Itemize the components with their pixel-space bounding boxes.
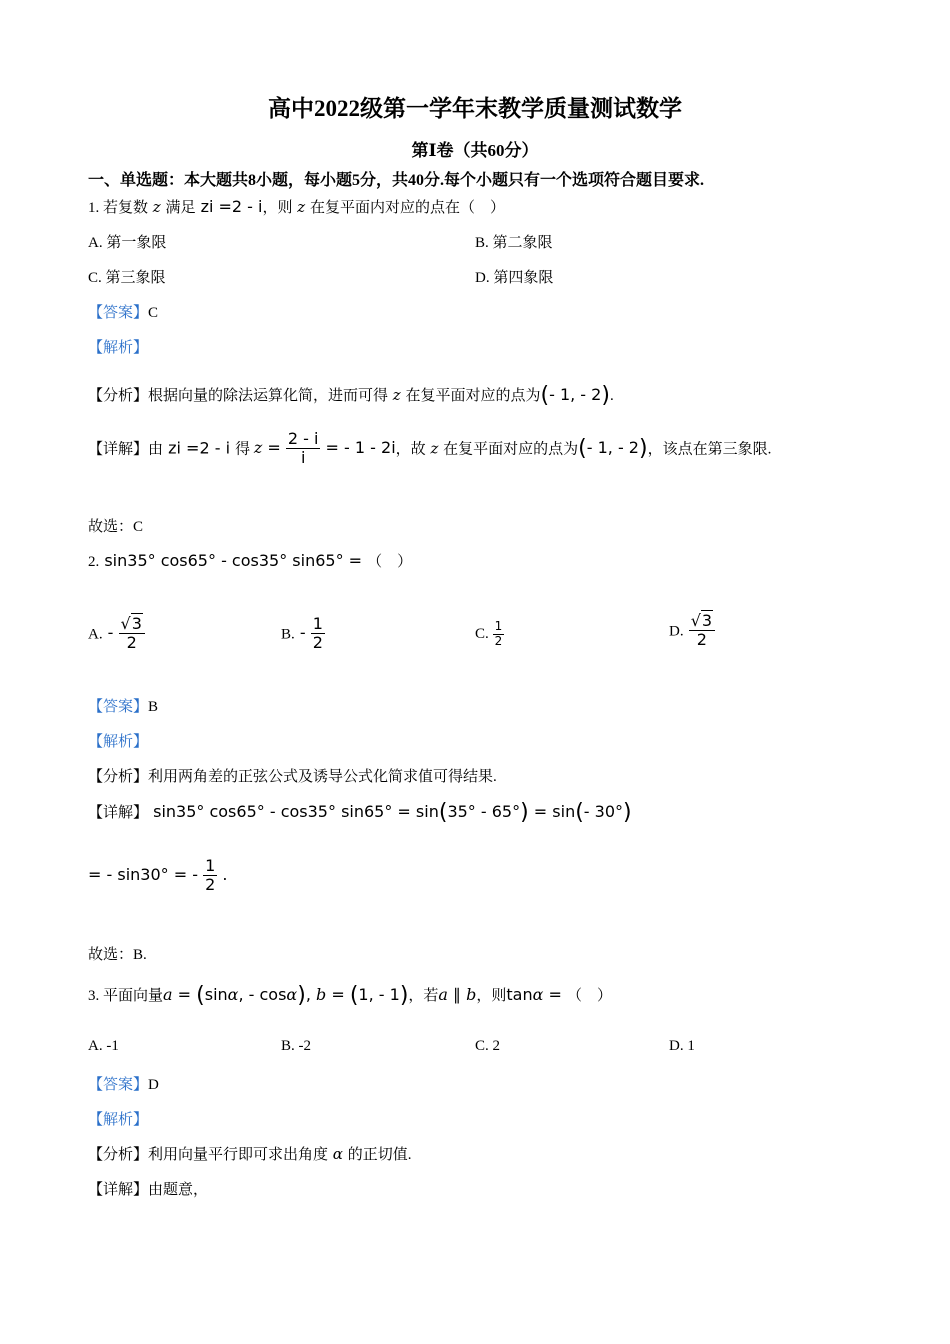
q3-stem: 3. 平面向量a = (sinα, - cosα), b = (1, - 1)，若a ∥ b，则tanα = （ ）	[88, 983, 613, 1008]
q2-choose: 故选：B.	[88, 947, 147, 963]
q3-option-d: D. 1	[669, 1038, 695, 1054]
q3-detail: 【详解】由题意，	[88, 1182, 209, 1198]
q3-option-c: C. 2	[475, 1038, 501, 1054]
q1-analysis-label: 【解析】	[88, 340, 149, 356]
q2-option-a: A. - $\frac{√3}{2}$	[88, 615, 145, 653]
q1-option-b: B. 第二象限	[475, 235, 553, 251]
q1-stem: 1. 若复数 z 满足 zi =2 - i，则 z 在复平面内对应的点在（ ）	[88, 197, 505, 216]
q2-answer: 【答案】B	[88, 699, 159, 715]
volume-heading: 第Ⅰ卷（共60分）	[411, 141, 539, 160]
q1-option-a: A. 第一象限	[88, 235, 167, 251]
q1-choose: 故选：C	[88, 519, 144, 535]
q3-option-a: A. -1	[88, 1038, 119, 1054]
q1-fenxi: 【分析】根据向量的除法运算化简，进而可得 z 在复平面对应的点为(- 1, - 2).	[88, 383, 614, 408]
q2-stem: 2. sin35° cos65° - cos35° sin65° = （ ）	[88, 551, 413, 570]
q2-detail-line2: = - sin30° = - $\frac{1}{2}$ .	[88, 856, 228, 895]
q3-fenxi: 【分析】利用向量平行即可求出角度 α 的正切值.	[88, 1145, 412, 1163]
q3-analysis-label: 【解析】	[88, 1112, 149, 1128]
page-title: 高中2022级第一学年末教学质量测试数学	[268, 96, 682, 121]
q3-option-b: B. -2	[281, 1038, 311, 1054]
q3-answer: 【答案】D	[88, 1077, 159, 1093]
q1-option-c: C. 第三象限	[88, 270, 166, 286]
q2-option-d: D. $\frac{√3}{2}$	[669, 612, 715, 650]
q2-option-c: C. $\frac{1}{2}$	[475, 619, 503, 648]
q2-option-b: B. - $\frac{1}{2}$	[281, 614, 323, 653]
q2-analysis-label: 【解析】	[88, 734, 149, 750]
q1-detail: 【详解】由 zi =2 - i 得 z = $\frac{2 - i}{i}$ = - 1 - 2i，故 z 在复平面对应的点为(- 1, - 2)，该点在第三象限.	[88, 429, 772, 468]
q1-option-d: D. 第四象限	[475, 270, 554, 286]
q1-answer: 【答案】C	[88, 305, 159, 321]
q2-fenxi: 【分析】利用两角差的正弦公式及诱导公式化简求值可得结果.	[88, 769, 497, 785]
section-heading: 一、单选题：本大题共8小题，每小题5分，共40分.每个小题只有一个选项符合题目要求.	[88, 172, 705, 189]
q2-detail-line1: 【详解】 sin35° cos65° - cos35° sin65° = sin(35° - 65°) = sin(- 30°)	[88, 800, 632, 825]
